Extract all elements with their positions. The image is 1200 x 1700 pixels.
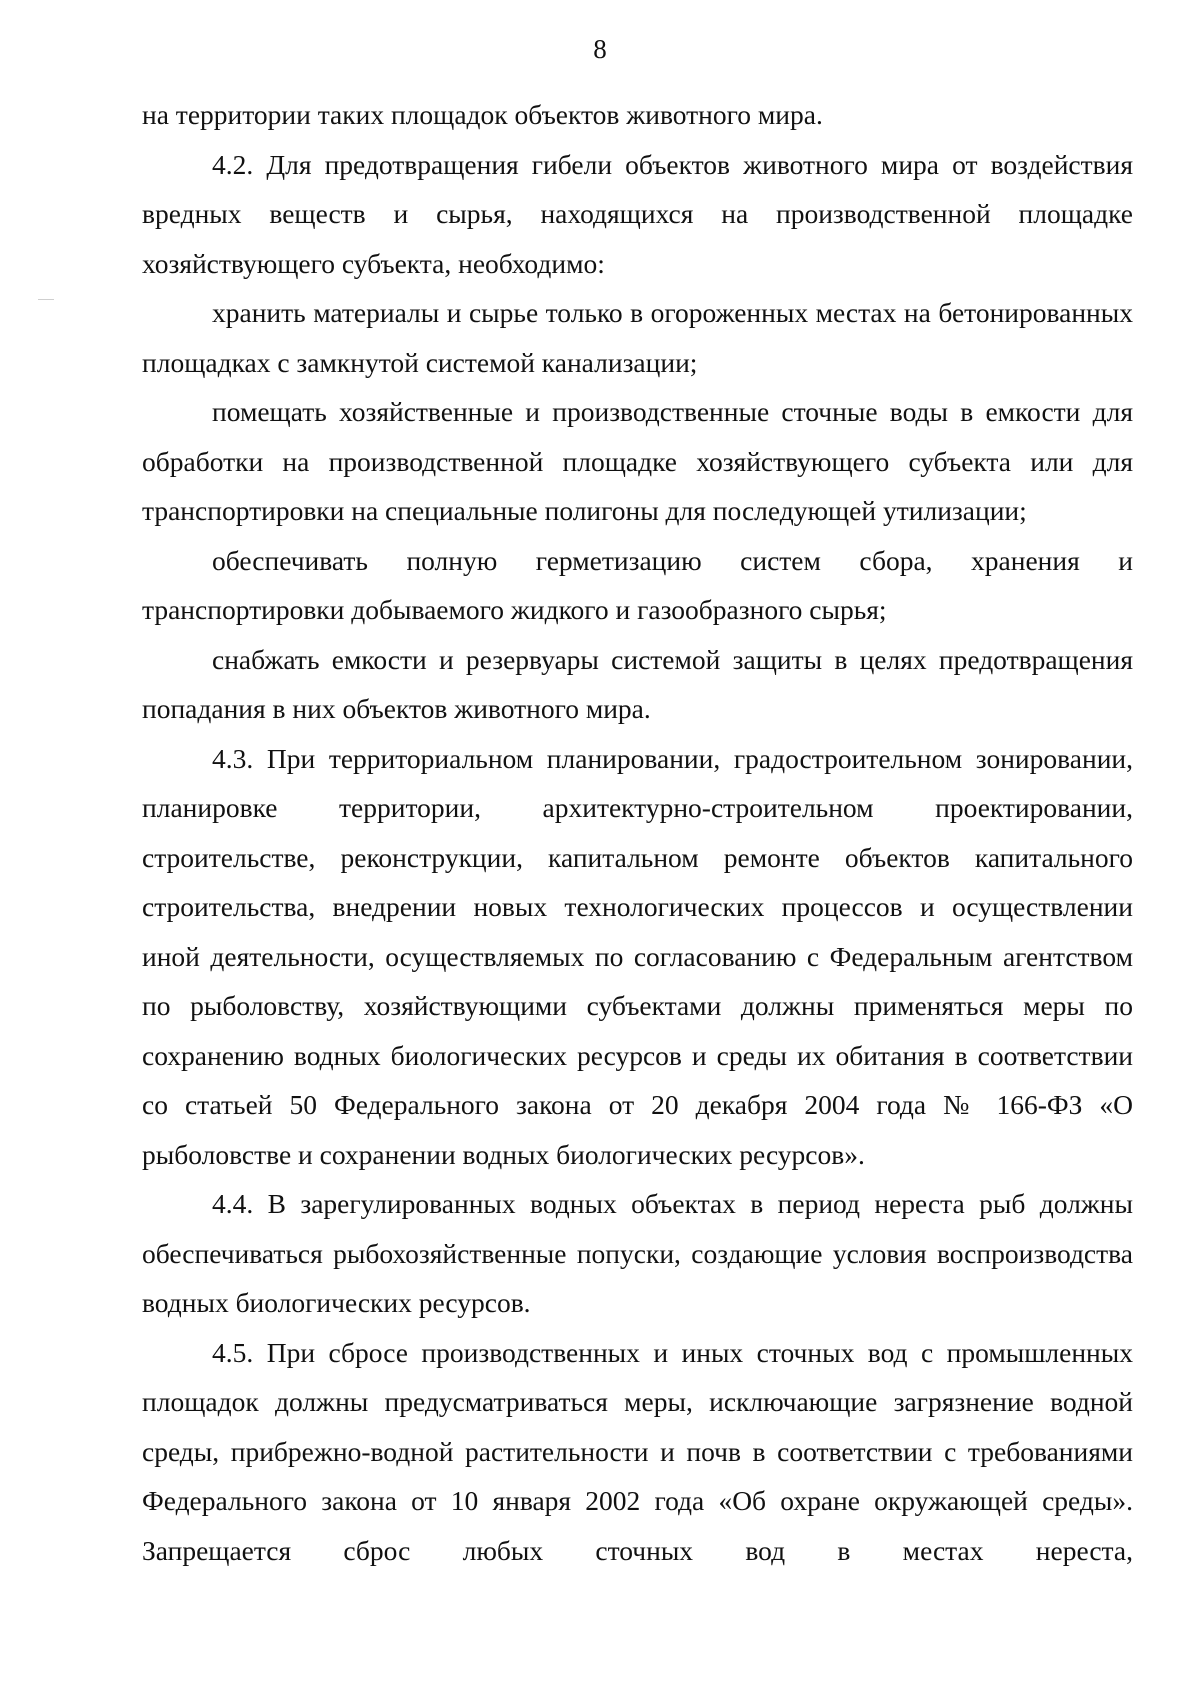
paragraph-wastewater: помещать хозяйственные и производственные сточные воды в емкости для обработки на производственной площадке хозяйствующего субъекта или для транспортировки на специальные полигоны для последующей утилизации; [142, 396, 1133, 526]
scan-artifact-mark [38, 299, 54, 300]
paragraph-tank-protection: снабжать емкости и резервуары системой защиты в целях предотвращения попадания в них объектов животного мира. [142, 643, 1133, 724]
document-body [142, 90, 1133, 1575]
page-number: 8 [593, 34, 607, 64]
paragraph-sealing: обеспечивать полную герметизацию систем сбора, хранения и транспортировки добываемого жидкого и газообразного сырья; [142, 544, 1133, 625]
paragraph-store-materials: хранить материалы и сырье только в огороженных местах на бетонированных площадках с замкнутой системой канализации; [142, 297, 1133, 378]
paragraph-4-4: 4.4. В зарегулированных водных объектах в период нереста рыб должны обеспечиваться рыбохозяйственные попуски, создающие условия воспроизводства водных биологических ресурсов. [142, 1188, 1133, 1318]
paragraph-4-3: 4.3. При территориальном планировании, градостроительном зонировании, планировке территории, архитектурно-строительном проектировании, строительстве, реконструкции, капитальном ремонте объектов капитального строительства, внедрении новых технологических процессов и осуществлении иной деятельности, осуществляемых по согласованию с Федеральным агентством по рыболовству, хозяйствующими субъектами должны применяться меры по сохранению водных биологических ресурсов и среды их обитания в соответствии со статьей 50 Федерального закона от 20 декабря 2004 года № 166-ФЗ «О рыболовстве и сохранении водных биологических ресурсов». [142, 742, 1133, 1170]
paragraph-4-5: 4.5. При сбросе производственных и иных сточных вод с промышленных площадок должны предусматриваться меры, исключающие загрязнение водной среды, прибрежно-водной растительности и почв в соответствии с требованиями Федерального закона от 10 января 2002 года «Об охране окружающей среды». Запрещается сброс любых сточных вод в местах нереста, [142, 1336, 1133, 1566]
paragraph-continuation: на территории таких площадок объектов животного мира. [142, 99, 823, 130]
paragraph-4-2: 4.2. Для предотвращения гибели объектов животного мира от воздействия вредных веществ и сырья, находящихся на производственной площадке хозяйствующего субъекта, необходимо: [142, 148, 1133, 279]
